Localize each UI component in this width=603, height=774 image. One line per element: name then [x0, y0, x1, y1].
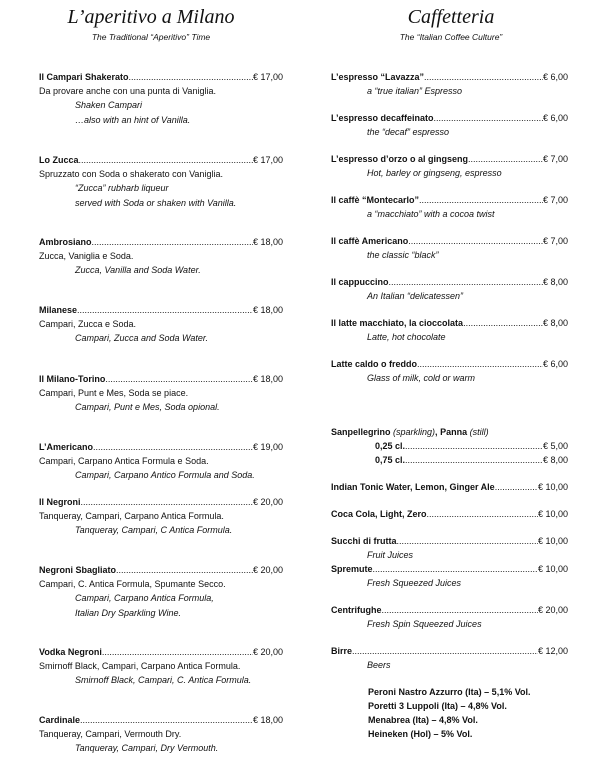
water-brand-still: Panna — [440, 427, 468, 437]
item-description: Da provare anche con una punta di Vaniglia. — [39, 86, 216, 97]
item-translation: Tanqueray, Campari, C Antica Formula. — [75, 525, 233, 536]
leader-dots — [80, 713, 253, 727]
menu-item-montecarlo — [331, 193, 568, 221]
aperitivo-header — [0, 6, 302, 29]
item-price: € 18,00 — [252, 237, 283, 247]
item-description: Tanqueray, Campari, Vermouth Dry. — [39, 729, 182, 740]
item-price: € 6,00 — [542, 72, 568, 82]
menu-item-lo-zucca — [39, 153, 283, 210]
item-translation: Campari, Punt e Mes, Soda opional. — [75, 402, 220, 413]
item-price: € 10,00 — [537, 564, 568, 574]
menu-item-milanese — [39, 303, 283, 346]
menu-item-campari-shakerato — [39, 70, 283, 127]
item-name: Birre — [331, 646, 353, 656]
item-translation: Italian Dry Sparkling Wine. — [75, 607, 181, 618]
leader-dots — [116, 563, 253, 577]
item-translation: Shaken Campari — [75, 100, 143, 111]
item-description: Spruzzato con Soda o shakerato con Vaniglia. — [39, 169, 223, 180]
beer-heineken: Heineken (Hol) – 5% Vol. — [368, 729, 473, 739]
leader-dots — [434, 111, 543, 125]
item-name: Coca Cola, Light, Zero — [331, 509, 427, 519]
item-name: Spremute — [331, 564, 373, 574]
item-price: € 18,00 — [252, 715, 283, 725]
item-price: € 10,00 — [537, 536, 568, 546]
water-heading — [331, 425, 489, 439]
item-name: L’Americano — [39, 442, 94, 452]
leader-dots — [79, 153, 253, 167]
item-price: € 17,00 — [252, 155, 283, 165]
menu-item-americano — [39, 440, 283, 483]
item-name: Negroni Sbagliato — [39, 565, 117, 575]
item-translation: Hot, barley or gingseng, espresso — [367, 168, 502, 179]
item-price: € 7,00 — [542, 195, 568, 205]
menu-item-cappuccino — [331, 275, 568, 303]
item-translation: Tanqueray, Campari, Dry Vermouth. — [75, 743, 219, 754]
leader-dots — [93, 440, 253, 454]
menu-item-ambrosiano — [39, 235, 283, 278]
item-translation: …also with an hint of Vanilla. — [75, 114, 191, 125]
item-description: Tanqueray, Campari, Carpano Antica Formula. — [39, 511, 224, 522]
menu-item-tonic — [331, 480, 568, 494]
menu-item-orzo — [331, 152, 568, 180]
item-translation: Campari, Zucca and Soda Water. — [75, 333, 209, 344]
item-price: € 7,00 — [542, 154, 568, 164]
menu-item-succhi — [331, 534, 568, 562]
item-name: Il Milano-Torino — [39, 374, 106, 384]
item-name: Cardinale — [39, 715, 81, 725]
leader-dots — [408, 234, 543, 248]
item-price: € 8,00 — [542, 318, 568, 328]
item-translation: served with Soda or shaken with Vanilla. — [75, 197, 237, 208]
item-name: Ambrosiano — [39, 237, 92, 247]
item-price: € 17,00 — [252, 72, 283, 82]
item-name: Milanese — [39, 305, 78, 315]
item-translation: “Zucca” rubharb liqueur — [75, 183, 169, 194]
item-translation: Zucca, Vanilla and Soda Water. — [75, 265, 201, 276]
item-translation: Fruit Juices — [367, 550, 414, 561]
item-price: € 6,00 — [542, 113, 568, 123]
menu-item-negroni — [39, 495, 283, 538]
aperitivo-title: L’aperitivo a Milano — [67, 6, 235, 28]
leader-dots — [92, 235, 253, 249]
item-translation: An Italian “delicatessen” — [367, 291, 464, 302]
item-translation: Smirnoff Black, Campari, C. Antica Formula. — [75, 675, 252, 686]
menu-item-coca-cola — [331, 507, 568, 521]
item-name: Centrifughe — [331, 605, 382, 615]
beer-peroni: Peroni Nastro Azzurro (Ita) – 5,1% Vol. — [368, 687, 531, 697]
item-price: € 20,00 — [537, 605, 568, 615]
menu-item-espresso — [331, 70, 568, 98]
caffetteria-header — [302, 6, 600, 29]
item-description: Campari, Punt e Mes, Soda se piace. — [39, 388, 189, 399]
item-translation: the “decaf” espresso — [367, 127, 450, 138]
leader-dots — [427, 507, 538, 521]
aperitivo-subtitle: The Traditional “Aperitivo” Time — [91, 32, 211, 42]
item-price: € 10,00 — [537, 482, 568, 492]
leader-dots — [397, 534, 538, 548]
item-translation: Campari, Carpano Antico Formula and Soda. — [75, 470, 255, 481]
item-name: Il caffè “Montecarlo” — [331, 195, 420, 205]
item-name: L’espresso decaffeinato — [331, 113, 434, 123]
menu-item-latte-macchiato — [331, 316, 568, 344]
item-name: L’espresso d’orzo o al gingseng — [331, 154, 469, 164]
item-price: € 20,00 — [252, 565, 283, 575]
water-size: 0,75 cl. — [375, 455, 406, 466]
water-separator: , — [435, 427, 441, 437]
item-name: Latte caldo o freddo — [331, 359, 418, 369]
menu-item-milano-torino — [39, 372, 283, 415]
water-price: € 5,00 — [542, 441, 568, 452]
item-description: Zucca, Vaniglia e Soda. — [39, 251, 134, 262]
water-brand-sparkling: Sanpellegrino — [331, 427, 391, 437]
menu-item-americano-coffee — [331, 234, 568, 262]
leader-dots — [405, 439, 543, 453]
item-name: Lo Zucca — [39, 155, 79, 165]
menu-item-spremute — [331, 562, 568, 590]
beer-menabrea: Menabrea (Ita) – 4,8% Vol. — [368, 715, 478, 725]
leader-dots — [417, 357, 543, 371]
menu-item-decaf — [331, 111, 568, 139]
caffetteria-title: Caffetteria — [407, 6, 495, 28]
item-translation: the classic “black” — [367, 250, 439, 261]
menu-item-vodka-negroni — [39, 645, 283, 688]
item-translation: a “true italian” Espresso — [367, 86, 463, 97]
menu-item-centrifughe — [331, 603, 568, 631]
item-price: € 6,00 — [542, 359, 568, 369]
leader-dots — [81, 495, 253, 509]
water-price: € 8,00 — [542, 455, 568, 466]
leader-dots — [102, 645, 253, 659]
leader-dots — [382, 603, 538, 617]
leader-dots — [373, 562, 538, 576]
item-name: Il cappuccino — [331, 277, 389, 287]
water-note-still: (still) — [469, 427, 489, 437]
item-description: Campari, C. Antica Formula, Spumante Secco. — [39, 579, 226, 590]
leader-dots — [463, 316, 543, 330]
leader-dots — [419, 193, 543, 207]
item-name: Il caffè Americano — [331, 236, 409, 246]
item-translation: Campari, Carpano Antica Formula, — [75, 593, 214, 604]
leader-dots — [129, 70, 253, 84]
item-name: Il Negroni — [39, 497, 81, 507]
menu-item-negroni-sbagliato — [39, 563, 283, 620]
leader-dots — [77, 303, 253, 317]
leader-dots — [352, 644, 538, 658]
item-description: Smirnoff Black, Campari, Carpano Antica Formula. — [39, 661, 241, 672]
leader-dots — [468, 152, 543, 166]
item-name: Indian Tonic Water, Lemon, Ginger Ale — [331, 482, 495, 492]
item-description: Campari, Zucca e Soda. — [39, 319, 137, 330]
item-price: € 19,00 — [252, 442, 283, 452]
item-name: Il Campari Shakerato — [39, 72, 129, 82]
item-price: € 20,00 — [252, 497, 283, 507]
menu-item-water — [331, 425, 568, 468]
item-price: € 18,00 — [252, 374, 283, 384]
item-name: Succhi di frutta — [331, 536, 397, 546]
item-translation: Fresh Spin Squeezed Juices — [367, 619, 482, 630]
item-price: € 8,00 — [542, 277, 568, 287]
item-translation: a “macchiato” with a cocoa twist — [367, 209, 495, 220]
item-translation: Glass of milk, cold or warm — [367, 373, 476, 384]
caffetteria-subtitle-wrap — [302, 32, 600, 42]
item-price: € 20,00 — [252, 647, 283, 657]
item-translation: Fresh Squeezed Juices — [367, 578, 462, 589]
menu-item-birre — [331, 644, 568, 672]
item-name: Il latte macchiato, la cioccolata — [331, 318, 464, 328]
leader-dots — [424, 70, 543, 84]
item-price: € 12,00 — [537, 646, 568, 656]
menu-item-latte-caldo — [331, 357, 568, 385]
leader-dots — [495, 480, 538, 494]
water-size: 0,25 cl. — [375, 441, 406, 452]
beer-poretti: Poretti 3 Luppoli (Ita) – 4,8% Vol. — [368, 701, 507, 711]
menu-item-cardinale — [39, 713, 283, 756]
item-translation: Beers — [367, 660, 391, 671]
item-price: € 7,00 — [542, 236, 568, 246]
leader-dots — [105, 372, 253, 386]
water-note-sparkling: (sparkling) — [393, 427, 436, 437]
item-name: Vodka Negroni — [39, 647, 102, 657]
item-price: € 10,00 — [537, 509, 568, 519]
item-description: Campari, Carpano Antica Formula e Soda. — [39, 456, 209, 467]
leader-dots — [405, 453, 543, 467]
item-price: € 18,00 — [252, 305, 283, 315]
leader-dots — [389, 275, 543, 289]
item-name: L’espresso “Lavazza” — [331, 72, 425, 82]
aperitivo-subtitle-wrap — [0, 32, 302, 42]
caffetteria-subtitle: The “Italian Coffee Culture” — [399, 32, 503, 42]
item-translation: Latte, hot chocolate — [367, 332, 446, 343]
